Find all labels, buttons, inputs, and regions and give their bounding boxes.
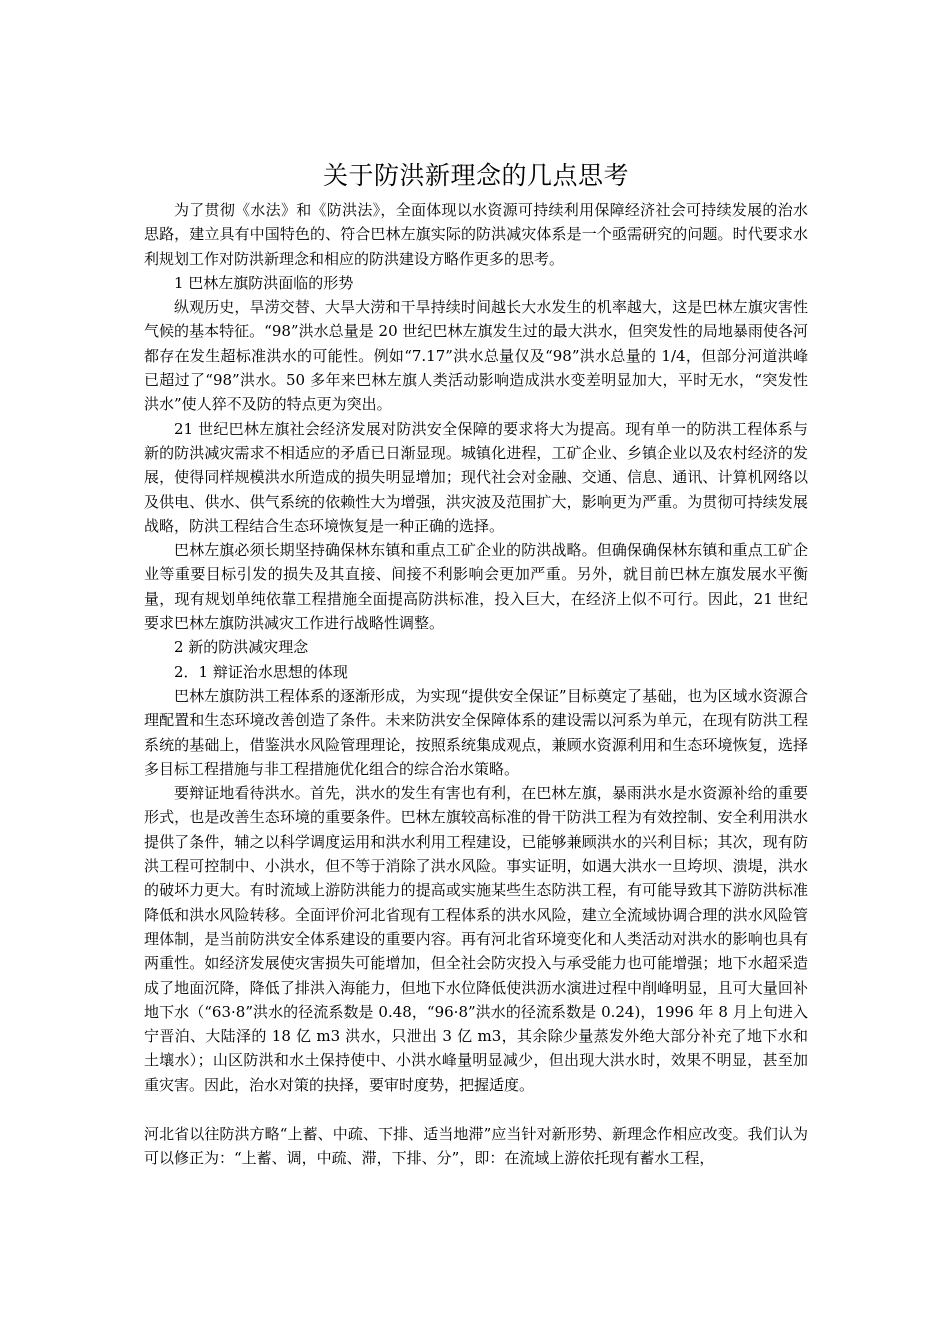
section-2-1-paragraph-2: 要辩证地看待洪水。首先，洪水的发生有害也有利，在巴林左旗，暴雨洪水是水资源补给的重要形式，也是改善生态环境的重要条件。巴林左旗较高标准的骨干防洪工程为有效控制、安全利用洪水提供了条件，辅之以科学调度运用和洪水利用工程建设，已能够兼顾洪水的兴利目标；其次，现有防洪工程可控制中、小洪水，但不等于消除了洪水风险。事实证明，如遇大洪水一旦垮坝、溃堤，洪水的破坏力更大。有时流域上游防洪能力的提高或实施某些生态防洪工程，有可能导致其下游防洪标准降低和洪水风险转移。全面评价河北省现有工程体系的洪水风险，建立全流域协调合理的洪水风险管理体制，是当前防洪安全体系建设的重要内容。再有河北省环境变化和人类活动对洪水的影响也具有两重性。如经济发展使灾害损失可能增加，但全社会防灾投入与承受能力也可能增强；地下水超采造成了地面沉降，降低了排洪入海能力，但地下水位降低使洪沥水演进过程中削峰明显，且可大量回补地下水（“63·8”洪水的径流系数是 0.48，“96·8”洪水的径流系数是 0.24)，1996 年 8 月上旬进入宁晋泊、大陆泽的 18 亿 m3 洪水，只泄出 3 亿 m3，其余除少量蒸发外绝大部分补充了地下水和土壤水）；山区防洪和水土保持使中、小洪水峰量明显减少，但出现大洪水时，效果不明显，甚至加重灾害。因此，治水对策的抉择，要审时度势，把握适度。	[144, 784, 808, 1094]
section-2-1-heading: 2．1 辩证治水思想的体现	[174, 662, 348, 681]
section-1-paragraph-1: 纵观历史，旱涝交替、大旱大涝和干旱持续时间越长大水发生的机率越大，这是巴林左旗灾害性气候的基本特征。“98”洪水总量是 20 世纪巴林左旗发生过的最大洪水，但突发性的局地暴雨使各河都存在发生超标准洪水的可能性。例如“7.17”洪水总量仅及“98”洪水总量的 1/4，但部分河道洪峰已超过了“98”洪水。50 多年来巴林左旗人类活动影响造成洪水变差明显加大，平时无水，“突发性洪水”使人猝不及防的特点更为突出。	[144, 298, 808, 414]
section-1-paragraph-2: 21 世纪巴林左旗社会经济发展对防洪安全保障的要求将大为提高。现有单一的防洪工程体系与新的防洪减灾需求不相适应的矛盾已日渐显现。城镇化进程，工矿企业、乡镇企业以及农村经济的发展，使得同样规模洪水所造成的损失明显增加；现代社会对金融、交通、信息、通讯、计算机网络以及供电、供水、供气系统的依赖性大为增强，洪灾波及范围扩大，影响更为严重。为贯彻可持续发展战略，防洪工程结合生态环境恢复是一种正确的选择。	[144, 419, 808, 535]
closing-paragraph: 河北省以往防洪方略“上蓄、中疏、下排、适当地滞”应当针对新形势、新理念作相应改变。我们认为可以修正为：“上蓄、调，中疏、滞，下排、分”，即：在流域上游依托现有蓄水工程，	[144, 1124, 808, 1168]
paragraph-gap	[144, 1097, 808, 1122]
section-2-1-paragraph-1: 巴林左旗防洪工程体系的逐渐形成，为实现“提供安全保证”目标奠定了基础，也为区域水资源合理配置和生态环境改善创造了条件。未来防洪安全保障体系的建设需以河系为单元，在现有防洪工程系统的基础上，借鉴洪水风险管理理论，按照系统集成观点，兼顾水资源利用和生态环境恢复，选择多目标工程措施与非工程措施优化组合的综合治水策略。	[144, 686, 808, 778]
document-title: 关于防洪新理念的几点思考	[322, 161, 629, 190]
section-1-paragraph-3: 巴林左旗必须长期坚持确保林东镇和重点工矿企业的防洪战略。但确保确保林东镇和重点工矿企业等重要目标引发的损失及其直接、间接不利影响会更加严重。另外，就目前巴林左旗发展水平衡量，现有规划单纯依靠工程措施全面提高防洪标准，投入巨大，在经济上似不可行。因此，21 世纪要求巴林左旗防洪减灾工作进行战略性调整。	[144, 541, 808, 633]
document-body	[144, 156, 808, 1171]
intro-paragraph: 为了贯彻《水法》和《防洪法》，全面体现以水资源可持续利用保障经济社会可持续发展的治水思路，建立具有中国特色的、符合巴林左旗实际的防洪减灾体系是一个亟需研究的问题。时代要求水利规划工作对防洪新理念和相应的防洪建设方略作更多的思考。	[144, 201, 808, 268]
section-1-heading: 1 巴林左旗防洪面临的形势	[174, 273, 354, 292]
section-2-heading: 2 新的防洪减灾理念	[174, 638, 309, 657]
